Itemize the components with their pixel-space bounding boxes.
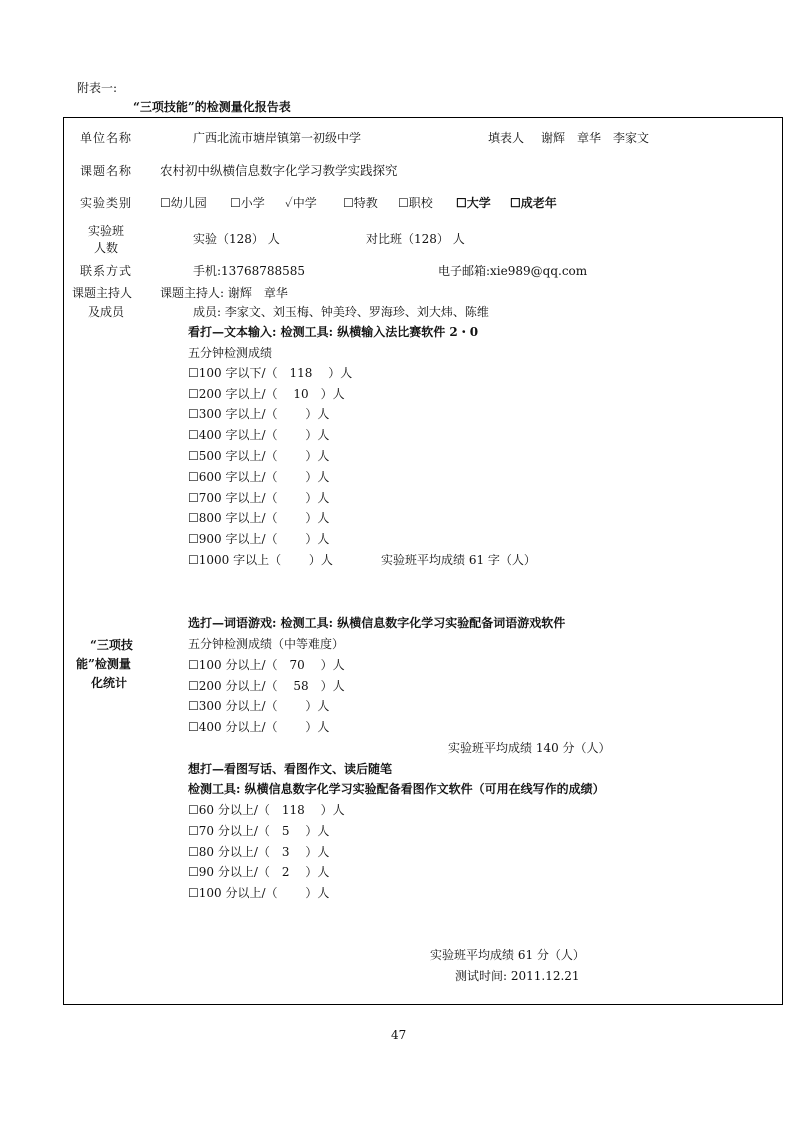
border-mark: [782, 283, 783, 293]
section1-subheading: 五分钟检测成绩: [188, 346, 273, 360]
experiment-class-count: 实验（128） 人: [193, 232, 280, 246]
host-names: 课题主持人: 谢辉 章华: [160, 286, 288, 300]
section2-subheading: 五分钟检测成绩（中等难度）: [188, 637, 345, 651]
page-number: 47: [391, 1028, 407, 1042]
side-label-2: 能”检测量: [76, 657, 131, 671]
topic-label: 课题名称: [80, 164, 133, 178]
unit-value: 广西北流市塘岸镇第一初级中学: [193, 131, 362, 145]
filler-label: 填表人: [488, 131, 525, 145]
category-option-special[interactable]: ☐特教: [343, 196, 378, 210]
section1-row: ☐800 字以上/（ ）人: [188, 511, 330, 525]
category-option-primary[interactable]: ☐小学: [230, 196, 265, 210]
category-option-adult[interactable]: ☐成老年: [510, 196, 557, 210]
section1-row: ☐900 字以上/（ ）人: [188, 532, 330, 546]
document-title: “三项技能”的检测量化报告表: [133, 100, 291, 114]
section1-row: ☐600 字以上/（ ）人: [188, 470, 330, 484]
category-option-university[interactable]: ☐大学: [456, 196, 491, 210]
section2-row: ☐400 分以上/（ ）人: [188, 720, 330, 734]
member-names: 成员: 李家文、刘玉梅、钟美玲、罗海珍、刘大炜、陈维: [193, 305, 489, 319]
section1-row: ☐1000 字以上（ ）人: [188, 553, 333, 567]
section1-row: ☐100 字以下/（ 118 ）人: [188, 366, 353, 380]
contact-label: 联系方式: [80, 264, 133, 278]
section1-row: ☐300 字以上/（ ）人: [188, 407, 330, 421]
category-label: 实验类别: [80, 196, 133, 210]
class-count-label-1: 实验班: [88, 224, 125, 238]
section3-row: ☐60 分以上/（ 118 ）人: [188, 803, 345, 817]
email: 电子邮箱:xie989@qq.com: [438, 264, 588, 278]
section1-average: 实验班平均成绩 61 字（人）: [381, 553, 536, 567]
phone: 手机:13768788585: [193, 264, 306, 278]
category-option-middle[interactable]: ✓中学: [285, 196, 317, 210]
section2-row: ☐200 分以上/（ 58 ）人: [188, 679, 345, 693]
class-count-label-2: 人数: [94, 241, 119, 255]
section3-heading: 想打—看图写话、看图作文、读后随笔: [188, 762, 393, 776]
section1-heading: 看打—文本输入: 检测工具: 纵横输入法比赛软件 2・0: [188, 325, 479, 339]
section3-row: ☐80 分以上/（ 3 ）人: [188, 845, 330, 859]
section1-row: ☐700 字以上/（ ）人: [188, 491, 330, 505]
section3-tool: 检测工具: 纵横信息数字化学习实验配备看图作文软件（可用在线写作的成绩）: [188, 782, 605, 796]
side-label-3: 化统计: [91, 676, 128, 690]
section1-row: ☐200 字以上/（ 10 ）人: [188, 387, 345, 401]
side-label-1: “三项技: [90, 638, 133, 652]
category-option-vocational[interactable]: ☐职校: [398, 196, 433, 210]
section2-average: 实验班平均成绩 140 分（人）: [448, 741, 611, 755]
section3-row: ☐70 分以上/（ 5 ）人: [188, 824, 330, 838]
test-time: 测试时间: 2011.12.21: [455, 969, 580, 983]
control-class-count: 对比班（128） 人: [366, 232, 465, 246]
section2-row: ☐100 分以上/（ 70 ）人: [188, 658, 345, 672]
section2-heading: 选打—词语游戏: 检测工具: 纵横信息数字化学习实验配备词语游戏软件: [188, 616, 566, 630]
category-option-kindergarten[interactable]: ☐幼儿园: [160, 196, 207, 210]
section3-average: 实验班平均成绩 61 分（人）: [430, 948, 585, 962]
filler-names: 谢辉 章华 李家文: [541, 131, 650, 145]
attachment-label: 附表一:: [77, 81, 118, 95]
section2-row: ☐300 分以上/（ ）人: [188, 699, 330, 713]
host-label-1: 课题主持人: [72, 286, 133, 300]
topic-value: 农村初中纵横信息数字化学习教学实践探究: [160, 163, 398, 178]
section3-row: ☐90 分以上/（ 2 ）人: [188, 865, 330, 879]
unit-label: 单位名称: [80, 131, 133, 145]
section3-row: ☐100 分以上/（ ）人: [188, 886, 330, 900]
section1-row: ☐400 字以上/（ ）人: [188, 428, 330, 442]
section1-row: ☐500 字以上/（ ）人: [188, 449, 330, 463]
host-label-2: 及成员: [88, 305, 125, 319]
